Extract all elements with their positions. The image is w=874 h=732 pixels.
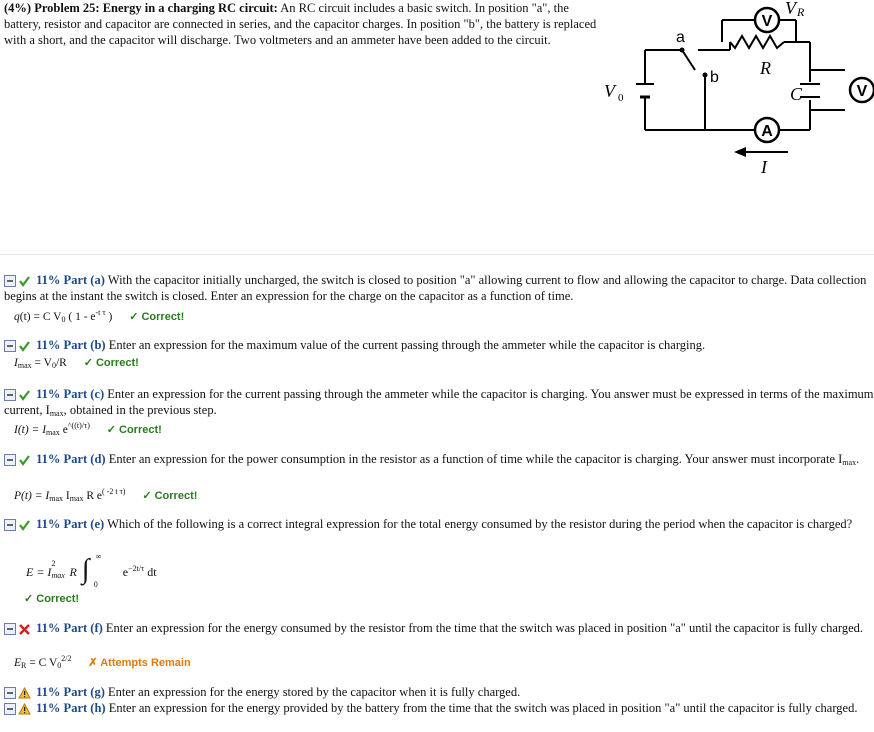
part-b-text: Enter an expression for the maximum value of the current passing through the ammeter while the capacitor is charging. [108,338,706,352]
rc-circuit-diagram [600,0,874,180]
check-icon [18,275,31,287]
voltmeter-r [755,8,779,32]
wrong-x-icon [18,623,31,635]
svg-text:I: I [761,157,767,177]
check-icon [18,389,31,401]
part-b-answer: $I_{max} = V_0/R$ ✓ Correct! [14,357,139,370]
collapse-icon[interactable] [4,687,16,699]
svg-text:V: V [604,81,615,101]
divider [0,254,874,255]
svg-text:V: V [856,83,868,100]
part-e [4,516,874,532]
part-d: 11% Part (d) Enter an expression for the power consumption in the resistor as a function of time while the capacitor is charging. Your answer must incorporate $I_{max}$. [4,451,874,471]
part-d-title[interactable]: 11% Part (d) [36,452,106,466]
part-g-text: Enter an expression for the energy stored by the capacitor when it is fully charged. [107,685,521,699]
part-g [4,684,874,700]
part-a-text: With the capacitor initially uncharged, the switch is closed to position "a" allowing current to flow and allowing the capacitor to charge. Data collection begins at the instant the switch is closed. Enter an expression for the charge on the capacitor as a function of time. [4,273,867,303]
collapse-icon[interactable] [4,623,16,635]
part-h-title[interactable]: 11% Part (h) [36,701,106,715]
problem-title: Energy in a charging RC circuit: [102,1,278,15]
part-a-title[interactable]: 11% Part (a) [36,273,105,287]
part-c-title[interactable]: 11% Part (c) [36,387,105,401]
part-h-text: Enter an expression for the energy provided by the battery from the time that the switch was placed in position "a" until the capacitor is fully charged. [108,701,858,715]
part-f-title[interactable]: 11% Part (f) [36,621,103,635]
part-d-text: Enter an expression for the power consumption in the resistor as a function of time while the capacitor is charging. Your answer must incorporate I [108,452,843,466]
part-g-title[interactable]: 11% Part (g) [36,685,105,699]
warning-icon [18,703,31,715]
part-f [4,620,874,636]
correct-feedback: ✓ Correct! [106,424,162,436]
collapse-icon[interactable] [4,454,16,466]
collapse-icon[interactable] [4,519,16,531]
problem-text: An RC circuit includes a basic switch. In position "a", the battery, resistor and capacitor are connected in series, and the capacitor charges. In position "b", the battery is replaced with a short, and the capacitor will discharge. Two voltmeters and an ammeter have been added to the circuit. [4,1,597,47]
part-d-answer: $P(t) = I_{max}$ $I_{max}$ R $e^{( -2 t \tau)}$ ✓ Correct! [14,487,198,503]
svg-text:V: V [785,0,796,18]
check-icon [18,454,31,466]
check-icon [18,519,31,531]
part-f-answer: $E_R = C$ $V_0^{2/2}$ ✗ Attempts Remain [14,654,191,670]
check-icon [18,340,31,352]
part-h [4,700,874,716]
correct-feedback: ✓ Correct! [83,357,139,369]
attempts-remain-feedback: ✗ Attempts Remain [88,657,191,669]
svg-text:R: R [760,58,771,78]
svg-text:R: R [797,5,805,19]
warning-icon [18,687,31,699]
problem-statement [4,0,604,48]
problem-prefix: (4%) Problem 25: [4,1,100,15]
correct-feedback: ✓ Correct! [129,311,185,323]
collapse-icon[interactable] [4,340,16,352]
svg-text:b: b [710,69,719,86]
collapse-icon[interactable] [4,703,16,715]
voltmeter-c [850,78,874,102]
part-c-answer: $I(t) = I_{max}$ $e^{\^{}((t)/\tau)}$ ✓ Correct! [14,421,162,437]
part-e-answer: E = I 2 max R ∫ ∞ 0 $e^{-2t/\tau}$ dt [26,552,157,589]
part-e-title[interactable]: 11% Part (e) [36,517,105,531]
part-c-text: Enter an expression for the current passing through the ammeter while the capacitor is charging. You answer must be expressed in terms of the maximum current, I [4,387,874,417]
ammeter [755,118,779,142]
collapse-icon[interactable] [4,389,16,401]
part-e-text: Which of the following is a correct integral expression for the total energy consumed by the resistor during the period when the capacitor is charged? [107,517,853,531]
collapse-icon[interactable] [4,275,16,287]
svg-text:A: A [761,123,773,140]
part-b [4,337,874,353]
part-f-text: Enter an expression for the energy consumed by the resistor from the time that the switch was placed in position "a" until the capacitor is fully charged. [105,621,864,635]
svg-text:a: a [676,29,685,46]
svg-text:V: V [761,13,773,30]
part-e-feedback: ✓ Correct! [24,593,80,605]
part-a-answer: q(t) = C $V_0$ ( $1 - e^{-t \tau}$ ) ✓ Correct! [14,308,185,324]
svg-text:C: C [790,84,803,104]
correct-feedback: ✓ Correct! [142,490,198,502]
part-c: 11% Part (c) Enter an expression for the current passing through the ammeter while the capacitor is charging. You answer must be expressed in terms of the maximum current, $I_{max}$, obtained in the previous step. [4,387,874,418]
part-b-title[interactable]: 11% Part (b) [36,338,106,352]
part-a [4,272,874,304]
svg-text:0: 0 [618,92,624,104]
